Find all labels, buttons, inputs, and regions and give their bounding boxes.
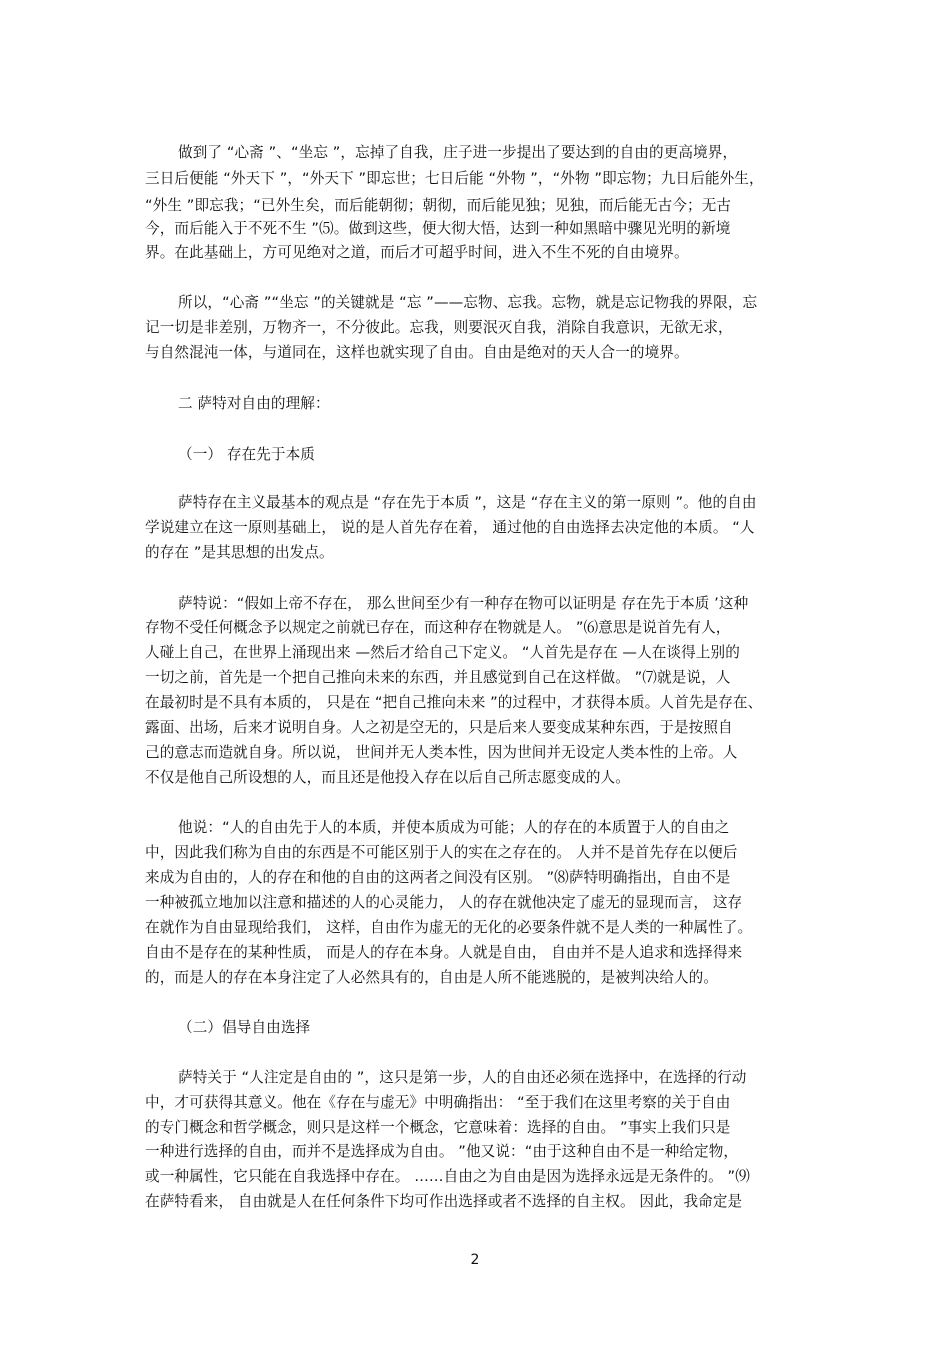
section-heading: 二 萨特对自由的理解： xyxy=(178,395,330,412)
subsection-heading: （一） 存在先于本质 xyxy=(178,446,315,463)
text-line: 今，而后能入于不死不生 ”⑸。做到这些，便大彻大悟，达到一种如黑暗中骤见光明的新境 xyxy=(145,220,731,237)
text-line: 来成为自由的，人的存在和他的自由的这两者之间没有区别。 ”⑻萨特明确指出，自由不是 xyxy=(145,869,731,886)
text-line: 萨特存在主义最基本的观点是 “存在先于本质 ”，这是 “存在主义的第一原则 ”。他的自由 xyxy=(178,494,757,511)
text-line: 不仅是他自己所设想的人，而且还是他投入存在以后自己所志愿变成的人。 xyxy=(145,769,630,786)
text-line: 自由不是存在的某种性质， 而是人的存在本身。人就是自由， 自由并不是人追求和选择得来 xyxy=(145,944,743,961)
text-line: 的，而是人的存在本身注定了人必然具有的，自由是人所不能逃脱的，是被判决给人的。 xyxy=(145,969,719,986)
text-line: 或一种属性，它只能在自我选择中存在。 ……自由之为自由是因为选择永远是无条件的。 ”⑼ xyxy=(145,1168,750,1185)
page-number: 2 xyxy=(470,1252,480,1268)
text-line: 萨特说：“假如上帝不存在， 那么世间至少有一种存在物可以证明是 存在先于本质 ’这种 xyxy=(178,595,749,612)
text-line: 在萨特看来， 自由就是人在任何条件下均可作出选择或者不选择的自主权。 因此，我命定是 xyxy=(145,1193,743,1210)
text-line: 所以，“心斋 ”“坐忘 ”的关键就是 “忘 ”——忘物、忘我。忘物，就是忘记物我的界限，忘 xyxy=(178,294,758,311)
text-line: 记一切是非差别，万物齐一，不分彼此。忘我，则要泯灭自我，消除自我意识，无欲无求， xyxy=(145,319,733,336)
text-line: 他说：“人的自由先于人的本质，并使本质成为可能；人的存在的本质置于人的自由之 xyxy=(178,819,730,836)
text-line: “外生 ”即忘我；“已外生矣，而后能朝彻；朝彻，而后能见独；见独，而后能无古今；无古 xyxy=(145,197,732,214)
text-line: 存物不受任何概念予以规定之前就已存在，而这种存在物就是人。 ”⑹意思是说首先有人， xyxy=(145,619,731,636)
text-line: 一种被孤立地加以注意和描述的人的心灵能力， 人的存在就他决定了虚无的显现而言， 这存 xyxy=(145,894,743,911)
text-line: 三日后便能 “外天下 ”，“外天下 ”即忘世；七日后能 “外物 ”，“外物 ”即忘物；九日后能外生， xyxy=(145,170,764,187)
text-line: 学说建立在这一原则基础上， 说的是人首先存在着， 通过他的自由选择去决定他的本质。 “人 xyxy=(145,519,755,536)
text-line: 界。在此基础上，方可见绝对之道，而后才可超乎时间，进入不生不死的自由境界。 xyxy=(145,244,689,261)
subsection-heading: （二）倡导自由选择 xyxy=(178,1019,311,1036)
text-line: 的存在 ”是其思想的出发点。 xyxy=(145,544,334,561)
text-line: 中，因此我们称为自由的东西是不可能区别于人的实在之存在的。 人并不是首先存在以便后 xyxy=(145,844,738,861)
text-line: 一切之前，首先是一个把自己推向未来的东西，并且感觉到自己在这样做。 ”⑺就是说，人 xyxy=(145,669,731,686)
text-line: 与自然混沌一体，与道同在，这样也就实现了自由。自由是绝对的天人合一的境界。 xyxy=(145,344,689,361)
text-line: 萨特关于 “人注定是自由的 ”，这只是第一步，人的自由还必须在选择中，在选择的行动 xyxy=(178,1069,747,1086)
text-line: 的专门概念和哲学概念，则只是这样一个概念，它意味着：选择的自由。 ”事实上我们只是 xyxy=(145,1119,731,1136)
text-line: 一种进行选择的自由，而并不是选择成为自由。 ”他又说：“由于这种自由不是一种给定物， xyxy=(145,1143,739,1160)
text-line: 中，才可获得其意义。他在《存在与虚无》中明确指出： “至于我们在这里考察的关于自由 xyxy=(145,1094,731,1111)
text-line: 人碰上自己，在世界上涌现出来 —然后才给自己下定义。 “人首先是存在 —人在谈得上别的 xyxy=(145,644,740,661)
text-line: 在就作为自由显现给我们， 这样，自由作为虚无的无化的必要条件就不是人类的一种属性了。 xyxy=(145,919,753,936)
text-line: 露面、出场，后来才说明自身。人之初是空无的，只是后来人要变成某种东西，于是按照自 xyxy=(145,719,733,736)
text-line: 做到了 “心斋 ”、“坐忘 ”，忘掉了自我，庄子进一步提出了要达到的自由的更高境界， xyxy=(178,144,738,161)
text-line: 己的意志而造就自身。所以说， 世间并无人类本性，因为世间并无设定人类本性的上帝。人 xyxy=(145,744,738,761)
text-line: 在最初时是不具有本质的， 只是在 “把自己推向未来 ”的过程中，才获得本质。人首先是存在、 xyxy=(145,694,763,711)
